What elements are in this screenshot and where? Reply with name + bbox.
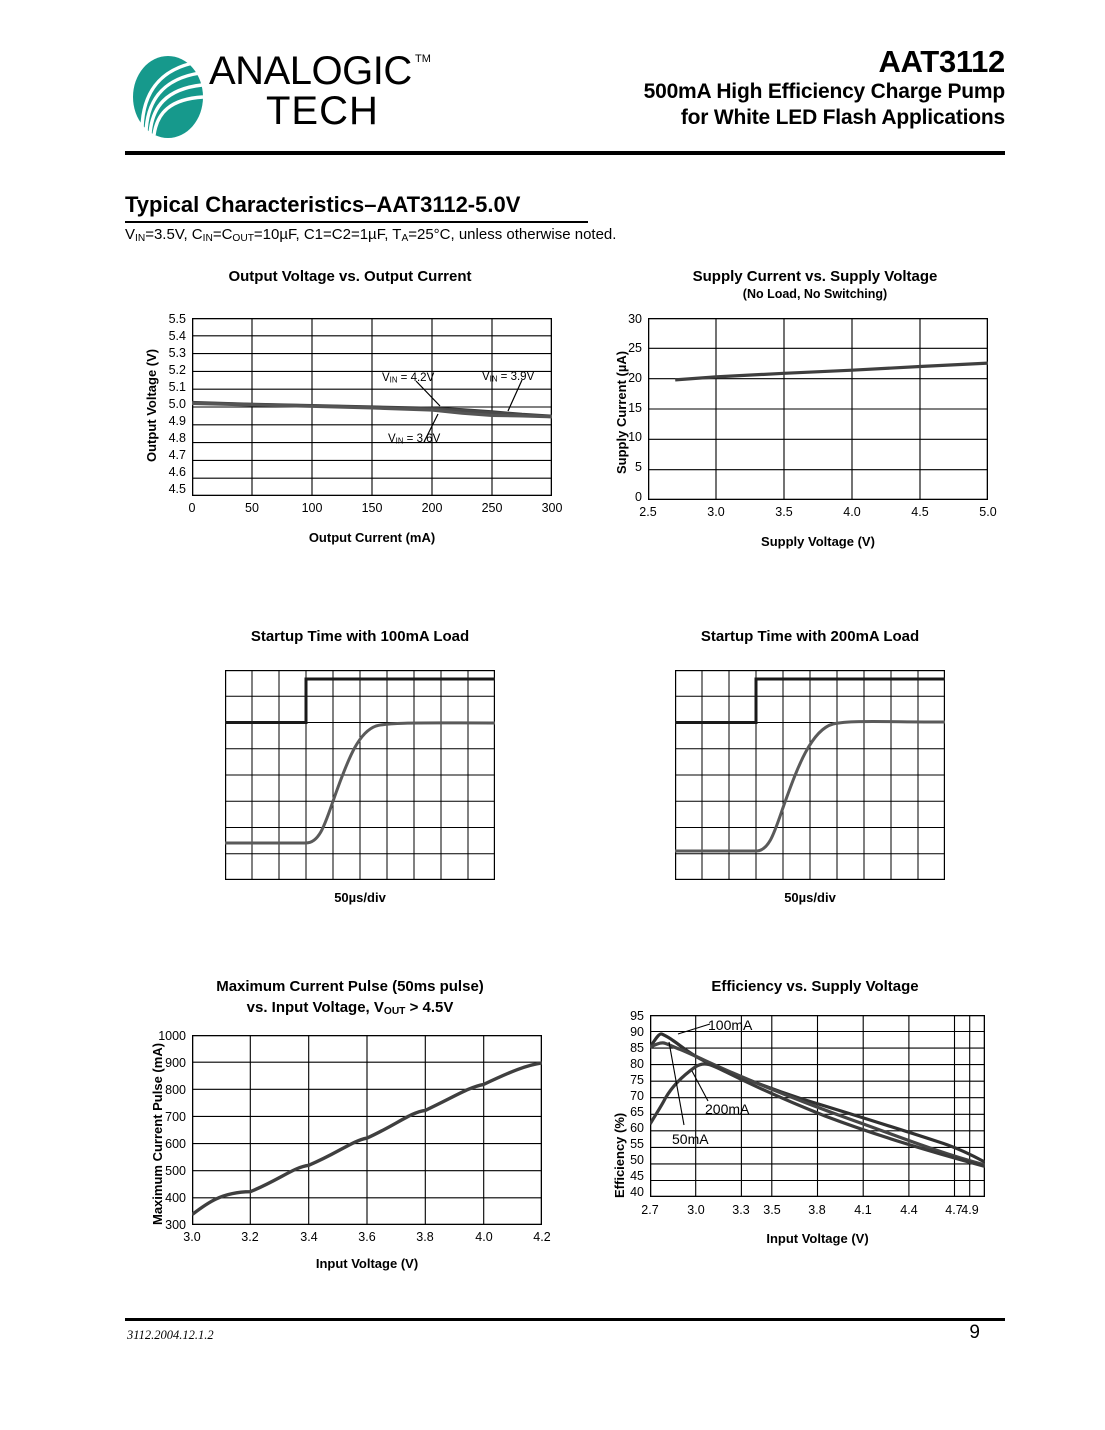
- y-tick: 65: [630, 1105, 644, 1119]
- y-tick: 4.8: [168, 431, 186, 445]
- y-tick: 300: [165, 1218, 186, 1232]
- y-tick: 10: [628, 430, 642, 444]
- y-tick: 20: [628, 371, 642, 385]
- header-subtitle-line2: for White LED Flash Applications: [680, 106, 1005, 129]
- chart-title: Output Voltage vs. Output Current: [228, 268, 472, 285]
- x-tick: 3.5: [775, 505, 793, 519]
- ann-post: = 3.9V: [497, 371, 535, 383]
- tdiv-a: 50: [334, 890, 349, 905]
- logo-globe-icon: [132, 55, 204, 139]
- chart-supply-current-vs-supply-voltage: [600, 268, 1030, 558]
- x-axis-label: Input Voltage (V): [315, 1256, 419, 1271]
- x-tick: 3.3: [732, 1203, 750, 1217]
- tdiv-mu: µ: [798, 890, 807, 905]
- title-pre: vs. Input Voltage, V: [246, 999, 384, 1016]
- tdiv-a: 50: [784, 890, 799, 905]
- x-tick: 4.9: [961, 1203, 979, 1217]
- annotation-vin-3v9: [482, 371, 534, 384]
- header-title-block: [385, 45, 1005, 131]
- tdiv-b: s/div: [356, 890, 386, 905]
- logo-line1: ANALOGIC: [209, 49, 412, 93]
- x-tick: 3.4: [300, 1230, 318, 1244]
- chart-title-line1: Maximum Current Pulse (50ms pulse): [216, 978, 484, 995]
- x-tick: 4.4: [900, 1203, 918, 1217]
- chart-title: Efficiency vs. Supply Voltage: [711, 978, 919, 995]
- chart-title: Startup Time with 100mA Load: [250, 628, 470, 645]
- y-tick: 800: [165, 1083, 186, 1097]
- y-axis-label: Efficiency (%): [612, 1112, 627, 1198]
- x-tick: 300: [541, 501, 563, 515]
- y-tick: 5: [635, 460, 642, 474]
- x-tick: 4.1: [854, 1203, 872, 1217]
- page-number: 9: [969, 1322, 980, 1343]
- x-tick: 4.2: [533, 1230, 551, 1244]
- chart-startup-time-200ma: [600, 628, 1020, 913]
- y-tick: 5.2: [168, 363, 186, 377]
- annotation-vin-4v2: [382, 372, 434, 385]
- y-tick: 600: [165, 1137, 186, 1151]
- annotation-200ma: 200mA: [705, 1101, 750, 1117]
- y-tick: 60: [630, 1121, 644, 1135]
- x-tick: 0: [188, 501, 196, 515]
- x-tick: 3.6: [358, 1230, 376, 1244]
- y-tick: 30: [628, 312, 642, 326]
- ann-pre: V: [388, 433, 396, 445]
- ann-sub: IN: [389, 375, 398, 385]
- y-tick: 5.4: [168, 329, 186, 343]
- x-tick: 2.5: [639, 505, 657, 519]
- y-tick: 45: [630, 1169, 644, 1183]
- x-tick: 3.8: [416, 1230, 434, 1244]
- annotation-50ma: 50mA: [672, 1131, 709, 1147]
- x-tick: 3.0: [687, 1203, 705, 1217]
- y-tick: 1000: [158, 1029, 186, 1043]
- y-tick: 85: [630, 1041, 644, 1055]
- y-tick: 15: [628, 401, 642, 415]
- cond-out: OUT: [232, 233, 254, 245]
- x-tick: 250: [481, 501, 503, 515]
- tdiv-b: s/div: [806, 890, 836, 905]
- x-tick: 50: [245, 501, 259, 515]
- x-tick: 3.5: [763, 1203, 781, 1217]
- x-tick: 3.0: [707, 505, 725, 519]
- y-tick: 900: [165, 1056, 186, 1070]
- chart-subtitle: (No Load, No Switching): [742, 287, 888, 301]
- plot-area: [648, 318, 988, 500]
- ann-sub: IN: [395, 436, 404, 446]
- x-tick: 4.0: [843, 505, 861, 519]
- y-tick: 5.1: [168, 380, 186, 394]
- cond-ta: A: [401, 233, 409, 245]
- cond-v: V: [125, 226, 136, 243]
- footer-divider: [125, 1318, 1005, 1321]
- plot-area: [192, 318, 552, 496]
- chart-title: Supply Current vs. Supply Voltage: [692, 268, 938, 285]
- ann-pre: V: [382, 372, 390, 384]
- test-conditions: [125, 226, 616, 244]
- y-tick: 55: [630, 1137, 644, 1151]
- header-subtitle-line1: 500mA High Efficiency Charge Pump: [643, 80, 1005, 103]
- page-header: [125, 45, 1005, 150]
- x-axis-label: Input Voltage (V): [766, 1231, 869, 1246]
- time-per-div-label: [675, 890, 945, 905]
- ann-pre: V: [482, 371, 490, 383]
- cond-a: =3.5V, C: [145, 226, 203, 243]
- y-tick: 25: [628, 341, 642, 355]
- y-tick: 0: [635, 490, 642, 504]
- x-tick: 3.2: [241, 1230, 259, 1244]
- analogic-tech-logo: [125, 47, 431, 147]
- chart-efficiency-vs-supply-voltage: [600, 978, 1030, 1278]
- y-tick: 40: [630, 1185, 644, 1199]
- x-tick: 2.7: [641, 1203, 659, 1217]
- tdiv-mu: µ: [348, 890, 357, 905]
- y-axis-label: Output Voltage (V): [144, 348, 159, 462]
- ann-sub: IN: [489, 374, 498, 384]
- header-divider: [125, 151, 1005, 155]
- y-tick: 5.3: [168, 346, 186, 360]
- x-axis-label: Output Current (mA): [308, 530, 436, 545]
- y-tick: 90: [630, 1025, 644, 1039]
- section-title: Typical Characteristics–AAT3112-5.0V: [125, 192, 521, 217]
- x-tick: 3.0: [183, 1230, 201, 1244]
- y-tick: 4.5: [168, 482, 186, 496]
- y-axis-label: Maximum Current Pulse (mA): [150, 1042, 165, 1225]
- x-tick: 3.8: [808, 1203, 826, 1217]
- scope-screen: [225, 670, 495, 880]
- x-axis-label: Supply Voltage (V): [761, 534, 875, 549]
- x-tick: 200: [421, 501, 443, 515]
- logo-line2: TECH: [266, 89, 379, 133]
- y-tick: 75: [630, 1073, 644, 1087]
- y-axis-label: Supply Current (µA): [614, 350, 629, 474]
- document-id: 3112.2004.12.1.2: [127, 1328, 214, 1342]
- ann-post: = 3.6V: [403, 433, 441, 445]
- y-tick: 5.5: [168, 312, 186, 326]
- y-tick: 80: [630, 1057, 644, 1071]
- title-post: > 4.5V: [405, 999, 454, 1016]
- part-number: AAT3112: [878, 44, 1005, 79]
- cond-b: =C: [212, 226, 233, 243]
- chart-startup-time-100ma: [150, 628, 570, 913]
- x-tick: 5.0: [979, 505, 997, 519]
- section-title-underline: [125, 221, 588, 223]
- chart-maximum-current-pulse: [130, 978, 570, 1278]
- y-tick: 4.9: [168, 414, 186, 428]
- y-tick: 700: [165, 1110, 186, 1124]
- y-tick: 5.0: [168, 397, 186, 411]
- ann-post: = 4.2V: [397, 372, 435, 384]
- cond-c: =10µF, C1=C2=1µF, T: [253, 226, 402, 243]
- title-sub: OUT: [383, 1006, 406, 1018]
- scope-screen: [675, 670, 945, 880]
- y-tick: 95: [630, 1009, 644, 1023]
- y-tick: 4.6: [168, 465, 186, 479]
- cond-in1: IN: [135, 233, 146, 245]
- y-tick: 70: [630, 1089, 644, 1103]
- y-tick: 400: [165, 1191, 186, 1205]
- x-tick: 100: [301, 501, 323, 515]
- logo-trademark: TM: [415, 53, 431, 65]
- plot-area: [650, 1015, 985, 1197]
- annotation-vin-3v6: [388, 433, 440, 446]
- plot-area: [192, 1035, 542, 1225]
- y-tick: 4.7: [168, 448, 186, 462]
- annotation-100ma: 100mA: [708, 1017, 753, 1033]
- x-tick: 4.5: [911, 505, 929, 519]
- chart-title-line2: [130, 999, 570, 1021]
- x-tick: 4.7: [945, 1203, 963, 1217]
- x-tick: 4.0: [475, 1230, 493, 1244]
- chart-title: Startup Time with 200mA Load: [700, 628, 920, 645]
- cond-d: =25°C, unless otherwise noted.: [408, 226, 617, 243]
- y-tick: 50: [630, 1153, 644, 1167]
- y-tick: 500: [165, 1164, 186, 1178]
- x-tick: 150: [361, 501, 383, 515]
- chart-output-voltage-vs-output-current: [130, 268, 570, 558]
- time-per-div-label: [225, 890, 495, 905]
- cond-in2: IN: [202, 233, 213, 245]
